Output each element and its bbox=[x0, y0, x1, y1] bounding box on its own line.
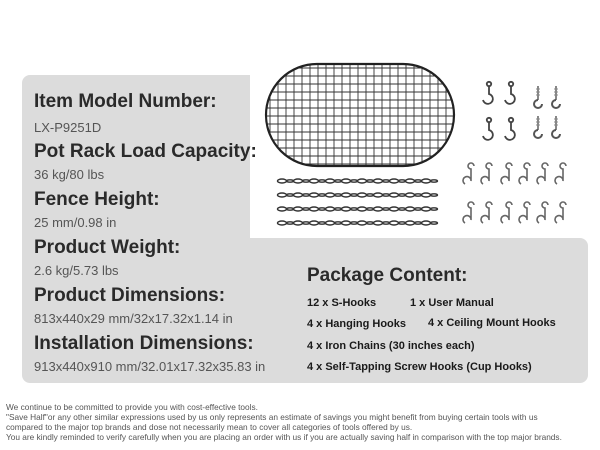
spec-value-fence: 25 mm/0.98 in bbox=[34, 215, 117, 230]
hanging-hook-icon bbox=[483, 82, 515, 140]
spec-label-install-dim: Installation Dimensions: bbox=[34, 333, 254, 354]
package-item-ceiling-hooks: 4 x Ceiling Mount Hooks bbox=[428, 317, 556, 329]
package-item-hanging-hooks: 4 x Hanging Hooks bbox=[307, 318, 407, 330]
spec-label-model: Item Model Number: bbox=[34, 91, 217, 112]
disclaimer-line-1: We continue to be committed to provide you with cost-effective tools. bbox=[6, 402, 258, 412]
oval-grid-pot-rack-icon bbox=[266, 64, 454, 166]
spec-value-product-dim: 813x440x29 mm/32x17.32x1.14 in bbox=[34, 311, 233, 326]
disclaimer-line-4: You are kindly reminded to verify carefully when you are placing an order with us if you are actually saving half in comparison with the top major brands. bbox=[6, 432, 562, 442]
spec-label-load: Pot Rack Load Capacity: bbox=[34, 141, 257, 162]
package-item-chains: 4 x Iron Chains (30 inches each) bbox=[307, 340, 475, 352]
spec-value-weight: 2.6 kg/5.73 lbs bbox=[34, 263, 119, 278]
s-hook-icon bbox=[463, 163, 566, 223]
iron-chain-icon bbox=[278, 179, 438, 225]
package-item-s-hooks: 12 x S-Hooks bbox=[307, 297, 377, 309]
package-item-screw-hooks: 4 x Self-Tapping Screw Hooks (Cup Hooks) bbox=[307, 361, 532, 373]
disclaimer-line-3: compared to the major top brands and dose not necessarily mean to cover all categories of tools offered by us. bbox=[6, 422, 413, 432]
spec-label-fence: Fence Height: bbox=[34, 189, 160, 210]
disclaimer-line-2: "Save Half"or any other similar expressions used by us only represents an estimate of savings you might benefit from buying certain tools with us bbox=[6, 412, 538, 422]
spec-label-weight: Product Weight: bbox=[34, 237, 181, 258]
package-title: Package Content: bbox=[307, 265, 468, 286]
package-item-manual: 1 x User Manual bbox=[410, 297, 494, 309]
spec-value-model: LX-P9251D bbox=[34, 120, 102, 135]
spec-value-load: 36 kg/80 lbs bbox=[34, 167, 105, 182]
spec-label-product-dim: Product Dimensions: bbox=[34, 285, 226, 306]
ceiling-mount-hook-icon bbox=[534, 86, 560, 138]
spec-value-install-dim: 913x440x910 mm/32.01x17.32x35.83 in bbox=[34, 359, 266, 374]
